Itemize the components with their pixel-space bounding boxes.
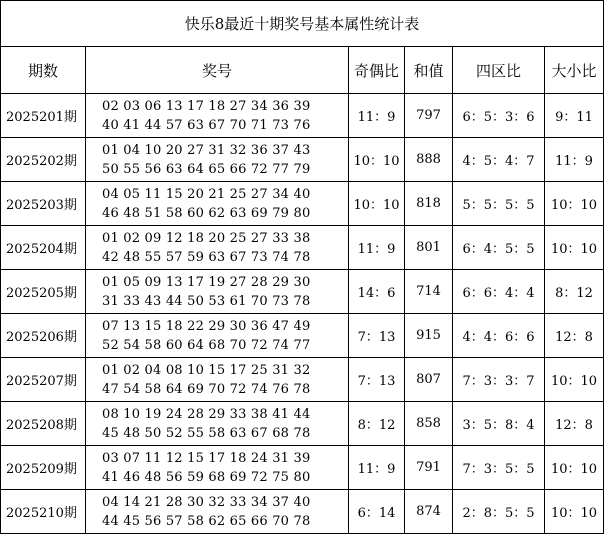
big-small-cell: 12：8	[545, 402, 604, 446]
numbers-cell	[86, 446, 349, 490]
numbers-cell	[86, 182, 349, 226]
sum-cell: 801	[405, 226, 453, 270]
odd-even-cell: 6：14	[349, 490, 405, 534]
big-small-cell: 8：12	[545, 270, 604, 314]
big-small-cell: 10：10	[545, 226, 604, 270]
numbers-line: 46 48 51 58 60 62 63 69 79 80	[102, 205, 311, 221]
numbers-line: 01 02 04 08 10 15 17 25 31 32	[102, 362, 311, 378]
numbers-line: 50 55 56 63 64 65 66 72 77 79	[102, 161, 311, 177]
sum-cell: 791	[405, 446, 453, 490]
numbers-line: 01 02 09 12 18 20 25 27 33 38	[102, 230, 311, 246]
table-row	[1, 490, 604, 534]
table-row	[1, 138, 604, 182]
table-row	[1, 446, 604, 490]
numbers-cell	[86, 138, 349, 182]
period-cell: 2025202期	[1, 138, 86, 182]
numbers-cell	[86, 270, 349, 314]
numbers-line: 31 33 43 44 50 53 61 70 73 78	[102, 293, 311, 309]
numbers-line: 01 04 10 20 27 31 32 36 37 43	[102, 142, 311, 158]
header-zones: 四区比	[453, 47, 545, 94]
numbers-line: 52 54 58 60 64 68 70 72 74 77	[102, 337, 311, 353]
zones-cell: 6：5：3：6	[453, 94, 545, 138]
numbers-line: 03 07 11 12 15 17 18 24 31 39	[102, 450, 311, 466]
period-cell: 2025205期	[1, 270, 86, 314]
sum-cell: 874	[405, 490, 453, 534]
numbers-cell	[86, 226, 349, 270]
header-big-small: 大小比	[545, 47, 604, 94]
zones-cell: 5：5：5：5	[453, 182, 545, 226]
zones-cell: 7：3：3：7	[453, 358, 545, 402]
zones-cell: 4：4：6：6	[453, 314, 545, 358]
sum-cell: 797	[405, 94, 453, 138]
odd-even-cell: 14：6	[349, 270, 405, 314]
zones-cell: 4：5：4：7	[453, 138, 545, 182]
sum-cell: 714	[405, 270, 453, 314]
table-row	[1, 402, 604, 446]
period-cell: 2025201期	[1, 94, 86, 138]
table-row	[1, 358, 604, 402]
numbers-line: 04 14 21 28 30 32 33 34 37 40	[102, 494, 311, 510]
table-row	[1, 314, 604, 358]
odd-even-cell: 7：13	[349, 358, 405, 402]
odd-even-cell: 8：12	[349, 402, 405, 446]
odd-even-cell: 11：9	[349, 226, 405, 270]
table-row	[1, 182, 604, 226]
period-cell: 2025209期	[1, 446, 86, 490]
table-row	[1, 94, 604, 138]
period-cell: 2025203期	[1, 182, 86, 226]
zones-cell: 6：6：4：4	[453, 270, 545, 314]
sum-cell: 858	[405, 402, 453, 446]
big-small-cell: 10：10	[545, 358, 604, 402]
odd-even-cell: 11：9	[349, 94, 405, 138]
big-small-cell: 12：8	[545, 314, 604, 358]
header-period: 期数	[1, 47, 86, 94]
sum-cell: 818	[405, 182, 453, 226]
numbers-line: 41 46 48 56 59 68 69 72 75 80	[102, 469, 311, 485]
numbers-cell	[86, 358, 349, 402]
header-numbers: 奖号	[86, 47, 349, 94]
table-row	[1, 270, 604, 314]
big-small-cell: 10：10	[545, 182, 604, 226]
numbers-line: 42 48 55 57 59 63 67 73 74 78	[102, 249, 311, 265]
odd-even-cell: 7：13	[349, 314, 405, 358]
numbers-cell	[86, 94, 349, 138]
numbers-line: 01 05 09 13 17 19 27 28 29 30	[102, 274, 311, 290]
big-small-cell: 9：11	[545, 94, 604, 138]
numbers-line: 02 03 06 13 17 18 27 34 36 39	[102, 98, 311, 114]
big-small-cell: 10：10	[545, 490, 604, 534]
table-title: 快乐8最近十期奖号基本属性统计表	[1, 1, 604, 47]
big-small-cell: 11：9	[545, 138, 604, 182]
numbers-cell	[86, 402, 349, 446]
zones-cell: 2：8：5：5	[453, 490, 545, 534]
numbers-line: 45 48 50 52 55 58 63 67 68 78	[102, 425, 311, 441]
odd-even-cell: 11：9	[349, 446, 405, 490]
sum-cell: 807	[405, 358, 453, 402]
sum-cell: 915	[405, 314, 453, 358]
big-small-cell: 10：10	[545, 446, 604, 490]
numbers-cell	[86, 490, 349, 534]
zones-cell: 7：3：5：5	[453, 446, 545, 490]
period-cell: 2025204期	[1, 226, 86, 270]
numbers-line: 04 05 11 15 20 21 25 27 34 40	[102, 186, 311, 202]
period-cell: 2025210期	[1, 490, 86, 534]
numbers-line: 07 13 15 18 22 29 30 36 47 49	[102, 318, 311, 334]
numbers-line: 47 54 58 64 69 70 72 74 76 78	[102, 381, 311, 397]
header-odd-even: 奇偶比	[349, 47, 405, 94]
numbers-line: 40 41 44 57 63 67 70 71 73 76	[102, 117, 311, 133]
period-cell: 2025207期	[1, 358, 86, 402]
odd-even-cell: 10：10	[349, 138, 405, 182]
zones-cell: 6：4：5：5	[453, 226, 545, 270]
sum-cell: 888	[405, 138, 453, 182]
period-cell: 2025206期	[1, 314, 86, 358]
header-row	[1, 47, 604, 94]
numbers-line: 44 45 56 57 58 62 65 66 70 78	[102, 513, 311, 529]
odd-even-cell: 10：10	[349, 182, 405, 226]
title-row	[1, 1, 604, 47]
numbers-cell	[86, 314, 349, 358]
table-row	[1, 226, 604, 270]
period-cell: 2025208期	[1, 402, 86, 446]
header-sum: 和值	[405, 47, 453, 94]
zones-cell: 3：5：8：4	[453, 402, 545, 446]
numbers-line: 08 10 19 24 28 29 33 38 41 44	[102, 406, 311, 422]
